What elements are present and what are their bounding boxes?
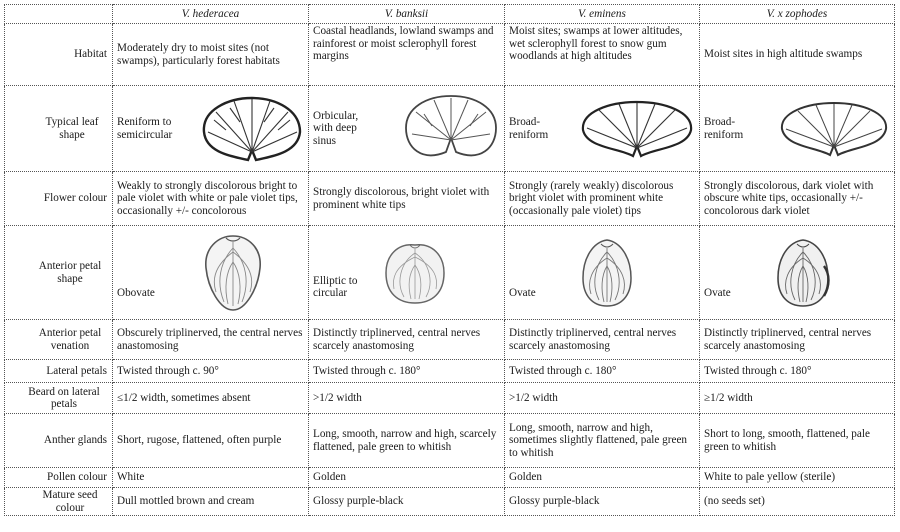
cell bbox=[309, 86, 505, 172]
row-label: Lateral petals bbox=[5, 360, 113, 383]
cell-text: Broad-reniform bbox=[509, 116, 549, 141]
cell-text: Ovate bbox=[704, 287, 731, 299]
cell: >1/2 width bbox=[309, 383, 505, 414]
cell: Distinctly triplinerved, central nerves scarcely anastomosing bbox=[505, 320, 700, 360]
row-label: Typical leaf shape bbox=[5, 86, 113, 172]
cell: >1/2 width bbox=[505, 383, 700, 414]
row-label: Mature seed colour bbox=[5, 488, 113, 516]
row-petal-shape bbox=[5, 226, 895, 320]
row-pollen-colour bbox=[5, 468, 895, 488]
header-hederacea: V. hederacea bbox=[113, 5, 309, 24]
cell: Short, rugose, flattened, often purple bbox=[113, 414, 309, 468]
row-flower-colour bbox=[5, 172, 895, 226]
cell: Moist sites in high altitude swamps bbox=[700, 24, 895, 86]
cell: Twisted through c. 180° bbox=[700, 360, 895, 383]
cell-text: Ovate bbox=[509, 287, 536, 299]
broad-reniform-leaf-icon bbox=[579, 98, 695, 160]
cell: Strongly discolorous, dark violet with obscure white tips, occasionally +/- concolorous dark violet bbox=[700, 172, 895, 226]
cell-text: Orbicular, with deep sinus bbox=[313, 109, 359, 147]
row-seed-colour bbox=[5, 488, 895, 516]
cell bbox=[700, 226, 895, 320]
cell bbox=[700, 86, 895, 172]
species-comparison-table bbox=[4, 4, 895, 516]
cell: ≥1/2 width bbox=[700, 383, 895, 414]
row-label: Beard on lateral petals bbox=[5, 383, 113, 414]
row-habitat bbox=[5, 24, 895, 86]
row-label: Anther glands bbox=[5, 414, 113, 468]
row-label: Habitat bbox=[5, 24, 113, 86]
row-label: Anterior petal shape bbox=[5, 226, 113, 320]
cell: Strongly discolorous, bright violet with prominent white tips bbox=[309, 172, 505, 226]
cell: Strongly (rarely weakly) discolorous bright violet with prominent white (occasionally pale violet) tips bbox=[505, 172, 700, 226]
cell: Moderately dry to moist sites (not swamps), particularly forest habitats bbox=[113, 24, 309, 86]
row-label: Flower colour bbox=[5, 172, 113, 226]
cell bbox=[113, 86, 309, 172]
cell: Coastal headlands, lowland swamps and rainforest or moist sclerophyll forest margins bbox=[309, 24, 505, 86]
header-zophodes: V. x zophodes bbox=[700, 5, 895, 24]
cell: Moist sites; swamps at lower altitudes, wet sclerophyll forest to snow gum woodlands at high altitudes bbox=[505, 24, 700, 86]
cell: Weakly to strongly discolorous bright to pale violet with white or pale violet tips, occasionally +/- concolorous bbox=[113, 172, 309, 226]
cell: Obscurely triplinerved, the central nerves anastomosing bbox=[113, 320, 309, 360]
elliptic-petal-icon bbox=[380, 239, 450, 307]
cell-text: Elliptic to circular bbox=[313, 274, 358, 299]
cell: Golden bbox=[505, 468, 700, 488]
row-lateral-petals bbox=[5, 360, 895, 383]
cell: Glossy purple-black bbox=[505, 488, 700, 516]
cell: Distinctly triplinerved, central nerves scarcely anastomosing bbox=[700, 320, 895, 360]
cell: ≤1/2 width, sometimes absent bbox=[113, 383, 309, 414]
cell: Distinctly triplinerved, central nerves scarcely anastomosing bbox=[309, 320, 505, 360]
header-row bbox=[5, 5, 895, 24]
cell: Dull mottled brown and cream bbox=[113, 488, 309, 516]
cell: Twisted through c. 180° bbox=[309, 360, 505, 383]
obovate-petal-icon bbox=[198, 232, 268, 314]
cell bbox=[505, 86, 700, 172]
row-label: Pollen colour bbox=[5, 468, 113, 488]
cell: Long, smooth, narrow and high, scarcely flattened, pale green to whitish bbox=[309, 414, 505, 468]
cell bbox=[505, 226, 700, 320]
reniform-leaf-icon bbox=[200, 94, 304, 164]
cell bbox=[309, 226, 505, 320]
header-blank bbox=[5, 5, 113, 24]
row-petal-venation bbox=[5, 320, 895, 360]
header-eminens: V. eminens bbox=[505, 5, 700, 24]
cell: Glossy purple-black bbox=[309, 488, 505, 516]
row-beard bbox=[5, 383, 895, 414]
header-banksii: V. banksii bbox=[309, 5, 505, 24]
row-label: Anterior petal venation bbox=[5, 320, 113, 360]
ovate-petal-icon bbox=[772, 236, 834, 310]
cell bbox=[113, 226, 309, 320]
broad-reniform-leaf-icon bbox=[778, 99, 890, 159]
orbicular-leaf-icon bbox=[402, 92, 500, 166]
cell: White to pale yellow (sterile) bbox=[700, 468, 895, 488]
cell: Short to long, smooth, flattened, pale green to whitish bbox=[700, 414, 895, 468]
cell: White bbox=[113, 468, 309, 488]
cell-text: Broad-reniform bbox=[704, 116, 744, 141]
row-anther-glands bbox=[5, 414, 895, 468]
cell-text: Reniform to semicircular bbox=[117, 116, 173, 141]
cell: Twisted through c. 90° bbox=[113, 360, 309, 383]
cell-text: Obovate bbox=[117, 287, 155, 299]
cell: Long, smooth, narrow and high, sometimes slightly flattened, pale green to whitish bbox=[505, 414, 700, 468]
row-leaf-shape bbox=[5, 86, 895, 172]
cell: (no seeds set) bbox=[700, 488, 895, 516]
cell: Golden bbox=[309, 468, 505, 488]
ovate-petal-icon bbox=[577, 236, 637, 310]
cell: Twisted through c. 180° bbox=[505, 360, 700, 383]
